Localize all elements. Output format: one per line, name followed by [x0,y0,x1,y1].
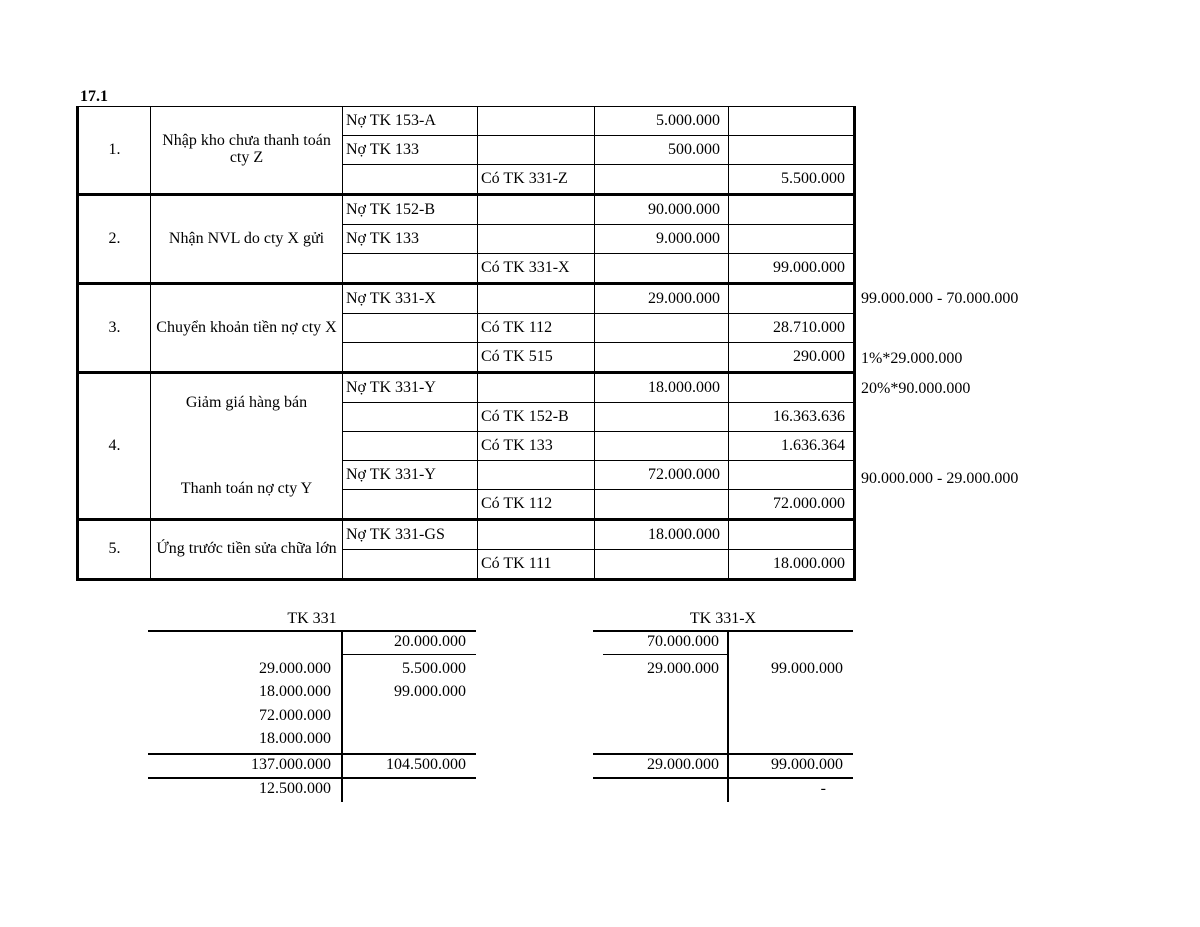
entry-description: Chuyển khoản tiền nợ cty X [151,284,343,373]
credit-amount: 290.000 [729,343,855,373]
credit-amount [729,107,855,136]
entry-description: Giảm giá hàng bán [151,373,343,461]
credit-amount: 28.710.000 [729,314,855,343]
debit-amount [595,490,729,520]
entry-number: 2. [78,195,151,284]
credit-amount: 5.500.000 [729,165,855,195]
journal-row [78,373,855,403]
journal-row [78,195,855,225]
entry-description: Nhập kho chưa thanh toán cty Z [151,107,343,195]
total-line [593,753,853,755]
journal-table [76,106,856,581]
debit-amount: 9.000.000 [595,225,729,254]
opening-debit: 70.000.000 [647,633,719,650]
debit-entry: 29.000.000 [259,660,331,677]
debit-account [343,490,478,520]
credit-account: Có TK 515 [478,343,595,373]
debit-entry: 29.000.000 [647,660,719,677]
section-title: 17.1 [80,88,108,105]
debit-amount: 500.000 [595,136,729,165]
total-debit: 29.000.000 [647,756,719,773]
calc-note: 90.000.000 - 29.000.000 [861,470,1019,487]
opening-underline [603,654,727,655]
credit-account [478,520,595,550]
debit-account [343,343,478,373]
credit-account [478,136,595,165]
debit-account [343,254,478,284]
debit-amount: 18.000.000 [595,520,729,550]
total-credit: 104.500.000 [386,756,466,773]
closing-balance: - [820,780,826,797]
credit-amount: 16.363.636 [729,403,855,432]
credit-account [478,107,595,136]
t-account-top-line [148,630,476,632]
calc-note: 1%*29.000.000 [861,350,963,367]
credit-amount [729,520,855,550]
entry-number: 3. [78,284,151,373]
debit-account [343,432,478,461]
t-account-title: TK 331 [287,610,337,627]
calc-note: 20%*90.000.000 [861,380,971,397]
credit-account: Có TK 331-X [478,254,595,284]
credit-account: Có TK 133 [478,432,595,461]
entry-number: 1. [78,107,151,195]
credit-account [478,284,595,314]
debit-account: Nợ TK 331-X [343,284,478,314]
credit-amount: 18.000.000 [729,550,855,580]
opening-underline [342,654,476,655]
credit-account: Có TK 112 [478,490,595,520]
credit-account [478,461,595,490]
debit-account: Nợ TK 153-A [343,107,478,136]
debit-amount: 90.000.000 [595,195,729,225]
balance-line [593,777,853,779]
opening-credit: 20.000.000 [394,633,466,650]
debit-account [343,403,478,432]
debit-amount [595,403,729,432]
debit-entry: 18.000.000 [259,683,331,700]
credit-entry: 5.500.000 [402,660,466,677]
credit-account: Có TK 152-B [478,403,595,432]
credit-amount: 72.000.000 [729,490,855,520]
journal-row [78,284,855,314]
debit-account [343,550,478,580]
debit-amount: 18.000.000 [595,373,729,403]
debit-account [343,165,478,195]
credit-account [478,373,595,403]
total-debit: 137.000.000 [251,756,331,773]
credit-amount [729,195,855,225]
debit-account: Nợ TK 331-GS [343,520,478,550]
balance-line [148,777,476,779]
debit-account [343,314,478,343]
debit-amount [595,550,729,580]
credit-amount [729,136,855,165]
total-line [148,753,476,755]
t-account-top-line [593,630,853,632]
debit-amount: 5.000.000 [595,107,729,136]
credit-amount: 1.636.364 [729,432,855,461]
credit-account: Có TK 112 [478,314,595,343]
entry-number: 5. [78,520,151,580]
debit-amount [595,432,729,461]
credit-account: Có TK 111 [478,550,595,580]
calc-note: 99.000.000 - 70.000.000 [861,290,1019,307]
debit-amount [595,314,729,343]
debit-amount [595,165,729,195]
debit-account: Nợ TK 331-Y [343,461,478,490]
journal-row [78,461,855,490]
credit-amount [729,225,855,254]
debit-account: Nợ TK 331-Y [343,373,478,403]
credit-account [478,225,595,254]
debit-account: Nợ TK 133 [343,225,478,254]
closing-debit: 12.500.000 [259,780,331,797]
debit-amount [595,343,729,373]
entry-description: Nhận NVL do cty X gửi [151,195,343,284]
debit-amount: 72.000.000 [595,461,729,490]
credit-amount [729,284,855,314]
entry-number: 4. [78,373,151,520]
credit-amount [729,461,855,490]
debit-account: Nợ TK 133 [343,136,478,165]
entry-description: Thanh toán nợ cty Y [151,461,343,520]
t-account-title: TK 331-X [689,610,757,627]
debit-amount: 29.000.000 [595,284,729,314]
credit-entry: 99.000.000 [771,660,843,677]
debit-entry: 72.000.000 [259,707,331,724]
debit-amount [595,254,729,284]
total-credit: 99.000.000 [771,756,843,773]
entry-description: Ứng trước tiền sửa chữa lớn [151,520,343,580]
journal-row [78,107,855,136]
debit-entry: 18.000.000 [259,730,331,747]
credit-amount: 99.000.000 [729,254,855,284]
credit-amount [729,373,855,403]
credit-account [478,195,595,225]
journal-row [78,520,855,550]
credit-account: Có TK 331-Z [478,165,595,195]
credit-entry: 99.000.000 [394,683,466,700]
debit-account: Nợ TK 152-B [343,195,478,225]
